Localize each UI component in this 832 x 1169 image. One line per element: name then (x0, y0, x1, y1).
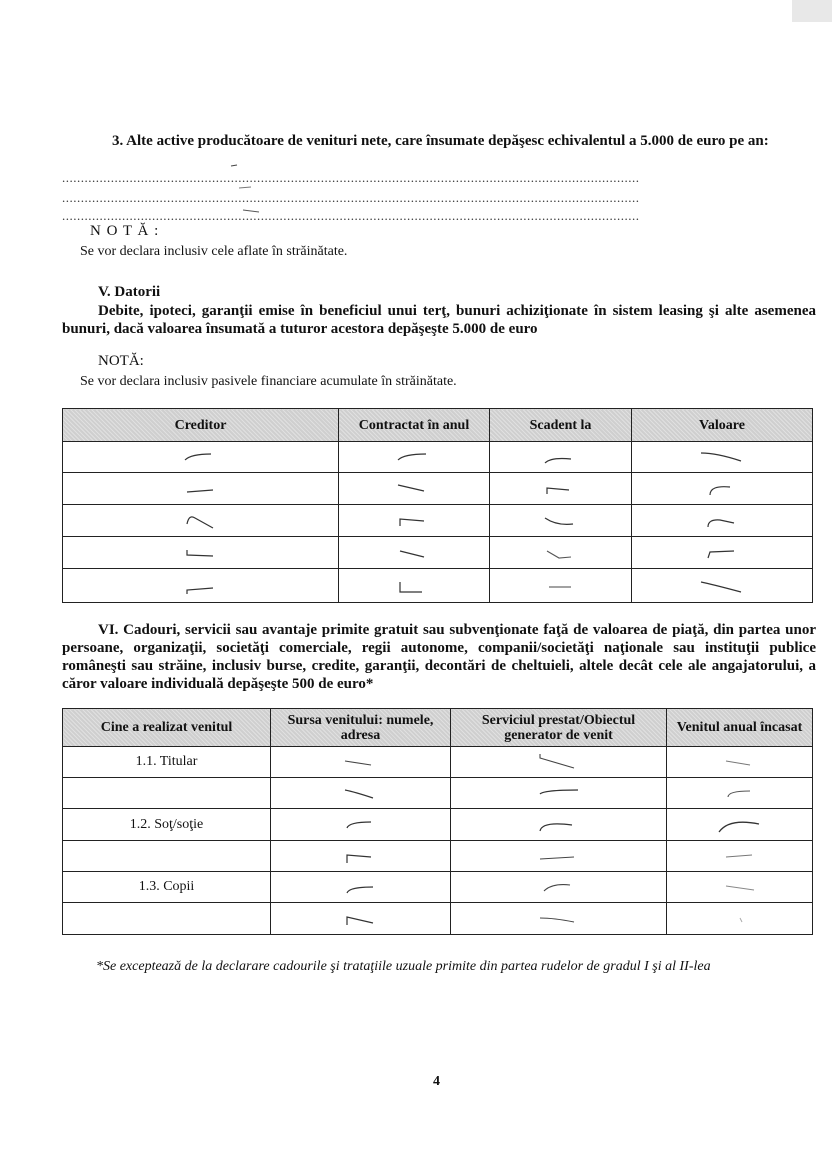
handwritten-dash (702, 546, 742, 560)
table-cell (63, 442, 339, 473)
handwritten-dash (341, 879, 381, 895)
table-cell (63, 537, 339, 569)
section-3-note-label: N O T Ă : (90, 223, 160, 239)
header-creditor: Creditor (63, 409, 339, 442)
table-cell (339, 537, 490, 569)
table-cell (632, 505, 813, 537)
handwritten-dash (541, 514, 581, 528)
handwritten-dash (181, 450, 221, 464)
table-cell (451, 747, 667, 778)
row-label (63, 778, 271, 809)
table-cell (490, 569, 632, 603)
table-cell (632, 442, 813, 473)
blank-line-1: .......................................................................................................................................................... (62, 170, 640, 185)
header-valoare: Valoare (632, 409, 813, 442)
handwritten-dash (341, 847, 381, 865)
table-cell (271, 778, 451, 809)
handwritten-dash (181, 576, 221, 596)
header-venitul: Venitul anual încasat (667, 709, 813, 747)
handwritten-dash (702, 513, 742, 529)
handwritten-dash (181, 546, 221, 560)
handwritten-dash (697, 447, 747, 467)
header-contractat: Contractat în anul (339, 409, 490, 442)
table-row (63, 809, 813, 841)
handwritten-dash (341, 818, 381, 832)
table-row (63, 442, 813, 473)
blank-line-2: .......................................................................................................................................................... (62, 190, 640, 205)
handwritten-dash (541, 447, 581, 467)
table-cell (271, 841, 451, 872)
section-3-note-text: Se vor declara inclusiv cele aflate în străinătate. (80, 244, 348, 259)
handwritten-dash (394, 514, 434, 528)
handwritten-dash (534, 752, 584, 772)
table-cell (451, 841, 667, 872)
handwritten-dash (541, 579, 581, 593)
handwritten-dash (534, 879, 584, 895)
row-label (63, 841, 271, 872)
cadouri-table (62, 708, 813, 935)
section-5-note-label: NOTĂ: (98, 353, 144, 369)
footnote: *Se exceptează de la declarare cadourile şi trataţiile uzuale primite din partea rudelor de gradul I şi al II-lea (96, 959, 711, 974)
handwritten-dash (715, 816, 765, 834)
table-cell (490, 537, 632, 569)
section-5-note-text: Se vor declara inclusiv pasivele financiare acumulate în străinătate. (80, 374, 457, 389)
handwritten-dash (534, 849, 584, 863)
row-label: 1.3. Copii (63, 872, 271, 903)
table-cell (271, 809, 451, 841)
table-row (63, 778, 813, 809)
table-cell (271, 872, 451, 903)
handwritten-dash (720, 880, 760, 894)
datorii-table (62, 408, 813, 603)
table-cell (339, 442, 490, 473)
scan-corner-mark (792, 0, 832, 22)
header-cine: Cine a realizat venitul (63, 709, 271, 747)
datorii-header-row (63, 409, 813, 442)
handwritten-dash (720, 912, 760, 926)
section-5-title: V. Datorii (98, 284, 161, 300)
table-row (63, 903, 813, 935)
table-cell (271, 903, 451, 935)
header-scadent: Scadent la (490, 409, 632, 442)
table-cell (63, 505, 339, 537)
row-label (63, 903, 271, 935)
handwritten-dash (720, 849, 760, 863)
blank-line-3: .......................................................................................................................................................... (62, 208, 640, 223)
row-label: 1.1. Titular (63, 747, 271, 778)
table-cell (451, 809, 667, 841)
handwritten-dash (697, 576, 747, 596)
handwritten-dash (181, 482, 221, 496)
handwritten-dash (534, 817, 584, 833)
handwritten-dash (341, 784, 381, 802)
table-row (63, 569, 813, 603)
table-row (63, 505, 813, 537)
table-row (63, 473, 813, 505)
table-cell (632, 537, 813, 569)
row-label: 1.2. Soţ/soţie (63, 809, 271, 841)
handwritten-strokes-section3 (225, 160, 265, 220)
handwritten-dash (341, 911, 381, 927)
table-cell (667, 841, 813, 872)
table-cell (632, 569, 813, 603)
handwritten-dash (720, 785, 760, 801)
table-row (63, 537, 813, 569)
page-number: 4 (433, 1074, 440, 1089)
section-6-heading: VI. Cadouri, servicii sau avantaje primite gratuit sau subvenţionate faţă de valoarea de piaţă, din partea unor persoane, organizaţii, societăţi comerciale, regii autonome, companii/societăţi naţionale sau instituţii publice româneşti sau străine, inclusiv burse, credite, garanţii, decontări de cheltuieli, altele decât cele ale angajatorului, a căror valoare individuală depăşeşte 500 de euro* (62, 622, 816, 692)
cadouri-header-row (63, 709, 813, 747)
handwritten-dash (394, 546, 434, 560)
handwritten-dash (702, 481, 742, 497)
table-cell (490, 473, 632, 505)
table-cell (490, 505, 632, 537)
table-cell (339, 473, 490, 505)
table-cell (339, 569, 490, 603)
table-cell (451, 778, 667, 809)
table-cell (667, 872, 813, 903)
table-cell (451, 903, 667, 935)
handwritten-dash (541, 545, 581, 561)
handwritten-dash (720, 755, 760, 769)
header-sursa: Sursa venitului: numele, adresa (271, 709, 451, 747)
table-cell (490, 442, 632, 473)
handwritten-dash (394, 482, 434, 496)
table-cell (667, 809, 813, 841)
handwritten-dash (534, 912, 584, 926)
table-row (63, 872, 813, 903)
table-cell (63, 473, 339, 505)
table-cell (451, 872, 667, 903)
header-serviciul: Serviciul prestat/Obiectul generator de venit (451, 709, 667, 747)
table-cell (667, 903, 813, 935)
handwritten-dash (394, 576, 434, 596)
table-cell (63, 569, 339, 603)
handwritten-dash (541, 482, 581, 496)
handwritten-dash (394, 450, 434, 464)
table-cell (339, 505, 490, 537)
handwritten-dash (534, 786, 584, 800)
table-row (63, 747, 813, 778)
table-cell (667, 778, 813, 809)
table-row (63, 841, 813, 872)
table-cell (667, 747, 813, 778)
section-5-description: Debite, ipoteci, garanţii emise în beneficiul unui terţ, bunuri achiziţionate în sistem leasing şi alte asemenea bunuri, dacă valoarea însumată a tuturor acestora depăşeşte 5.000 de euro (62, 303, 816, 337)
handwritten-dash (181, 512, 221, 530)
section-3-heading: 3. Alte active producătoare de venituri nete, care însumate depăşesc echivalentul a 5.000 de euro pe an: (112, 133, 769, 149)
table-cell (271, 747, 451, 778)
handwritten-dash (341, 755, 381, 769)
table-cell (632, 473, 813, 505)
